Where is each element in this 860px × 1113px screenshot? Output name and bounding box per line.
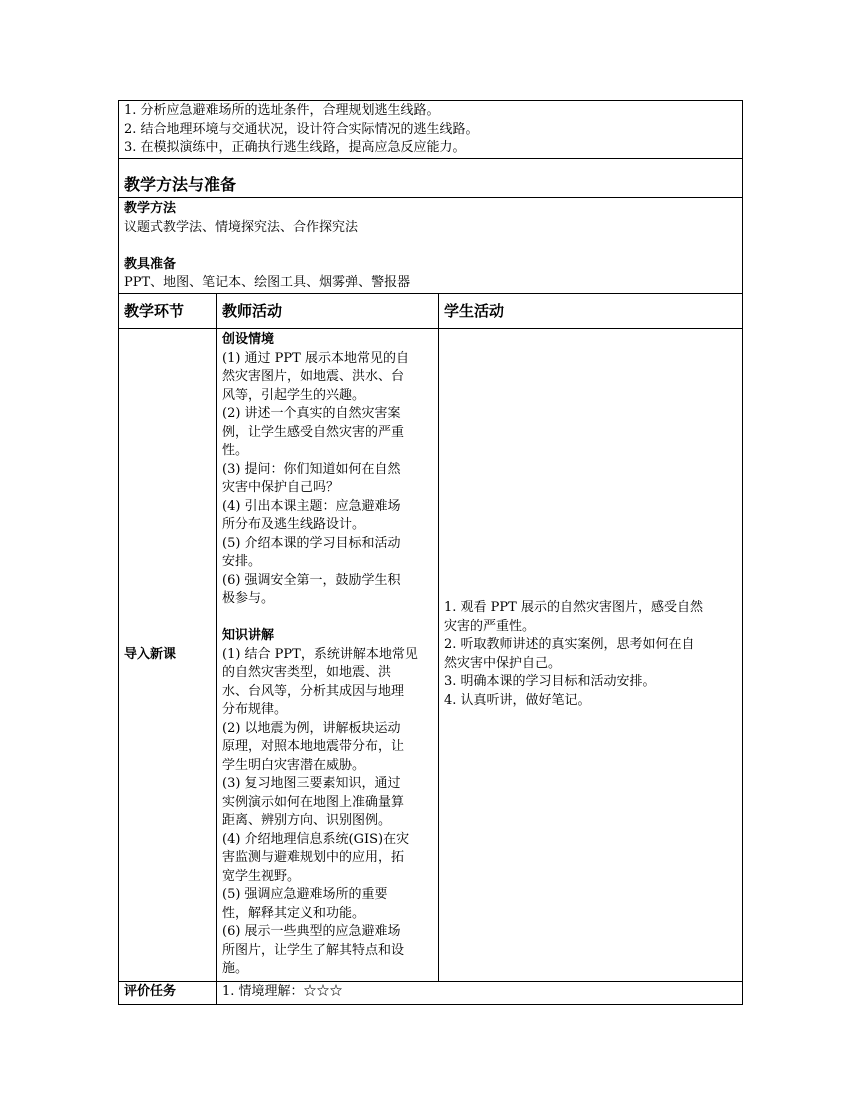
teacher-line: (5) 介绍本课的学习目标和活动 <box>222 535 401 551</box>
col-head-teacher: 教师活动 <box>217 294 439 329</box>
col-head-student: 学生活动 <box>439 294 743 329</box>
objective-item: 1. 分析应急避难场所的选址条件，合理规划逃生线路。 <box>124 103 440 118</box>
objective-item: 2. 结合地理环境与交通状况，设计符合实际情况的逃生线路。 <box>124 121 479 137</box>
section-title: 教学方法与准备 <box>119 159 743 198</box>
teacher-line: 所分布及逃生线路设计。 <box>222 517 366 532</box>
teacher-line: (1) 通过 PPT 展示本地常见的自 <box>222 350 409 366</box>
eval-text: 1. 情境理解：☆☆☆ <box>217 981 743 1004</box>
tools-text: PPT、地图、笔记本、绘图工具、烟雾弹、警报器 <box>124 275 411 290</box>
teacher-line: (3) 复习地图三要素知识，通过 <box>222 776 401 791</box>
col-head-stage: 教学环节 <box>119 294 217 329</box>
teacher-line: (6) 展示一些典型的应急避难场 <box>222 924 401 939</box>
objectives-row <box>119 101 743 159</box>
teacher-line: 风等，引起学生的兴趣。 <box>222 387 366 403</box>
teacher-line: 例，让学生感受自然灾害的严重 <box>222 424 405 440</box>
tools-label: 教具准备 <box>124 256 177 272</box>
method-text: 议题式教学法、情境探究法、合作探究法 <box>124 219 359 235</box>
objective-item: 3. 在模拟演练中，正确执行逃生线路，提高应急反应能力。 <box>124 140 466 155</box>
student-line: 2. 听取教师讲述的真实案例，思考如何在自 <box>444 637 695 653</box>
student-line: 然灾害中保护自己。 <box>444 655 562 671</box>
methods-cell <box>119 198 743 294</box>
student-line: 1. 观看 PPT 展示的自然灾害图片，感受自然 <box>444 600 703 616</box>
teacher-activity-cell <box>217 329 439 982</box>
teacher-line: 极参与。 <box>222 591 275 606</box>
teacher-line: 性。 <box>222 443 249 458</box>
teacher-line: (4) 介绍地理信息系统(GIS)在灾 <box>222 831 410 847</box>
teacher-line: (2) 以地震为例，讲解板块运动 <box>222 720 401 736</box>
teacher-line: 宽学生视野。 <box>222 868 301 884</box>
teacher-line: 原理，对照本地地震带分布，让 <box>222 739 405 754</box>
methods-row <box>119 198 743 294</box>
teacher-line: 所图片，让学生了解其特点和设 <box>222 942 405 958</box>
eval-label: 评价任务 <box>119 981 217 1004</box>
student-line: 4. 认真听讲，做好笔记。 <box>444 692 591 708</box>
evaluation-row <box>119 981 743 1004</box>
teacher-line: 分布规律。 <box>222 702 288 717</box>
teacher-line: 性，解释其定义和功能。 <box>222 905 366 921</box>
teacher-part-title: 创设情境 <box>222 332 275 347</box>
table-header-row <box>119 294 743 329</box>
student-line: 灾害的严重性。 <box>444 618 536 634</box>
teacher-line: 害监测与避难规划中的应用，拓 <box>222 850 405 865</box>
teacher-line: (2) 讲述一个真实的自然灾害案 <box>222 406 401 421</box>
stage-label: 导入新课 <box>119 329 217 982</box>
objectives-cell <box>119 101 743 159</box>
teacher-line: 学生明白灾害潜在威胁。 <box>222 757 366 773</box>
teacher-line: (1) 结合 PPT，系统讲解本地常见 <box>222 646 418 662</box>
intro-stage-row <box>119 329 743 982</box>
student-activity-cell <box>439 329 743 982</box>
spacer <box>124 237 737 256</box>
teacher-line: 安排。 <box>222 554 262 569</box>
teacher-line: (6) 强调安全第一，鼓励学生积 <box>222 572 401 588</box>
student-line: 3. 明确本课的学习目标和活动安排。 <box>444 674 656 690</box>
teacher-line: 的自然灾害类型，如地震、洪 <box>222 665 392 680</box>
teacher-line: 实例演示如何在地图上准确量算 <box>222 794 405 810</box>
spacer <box>222 609 433 628</box>
teacher-line: 距离、辨别方向、识别图例。 <box>222 813 392 828</box>
teacher-line: 水、台风等，分析其成因与地理 <box>222 683 405 699</box>
teacher-line: (5) 强调应急避难场所的重要 <box>222 887 388 902</box>
teacher-line: 灾害中保护自己吗？ <box>222 480 340 495</box>
teacher-line: (4) 引出本课主题：应急避难场 <box>222 498 401 514</box>
teacher-line: 然灾害图片，如地震、洪水、台 <box>222 369 405 384</box>
lesson-plan-page <box>118 100 742 1005</box>
lesson-plan-table <box>118 100 743 1005</box>
teacher-line: (3) 提问：你们知道如何在自然 <box>222 461 401 477</box>
teacher-part-title: 知识讲解 <box>222 628 275 643</box>
teacher-line: 施。 <box>222 961 249 976</box>
method-label: 教学方法 <box>124 201 177 216</box>
methods-heading-row <box>119 159 743 198</box>
